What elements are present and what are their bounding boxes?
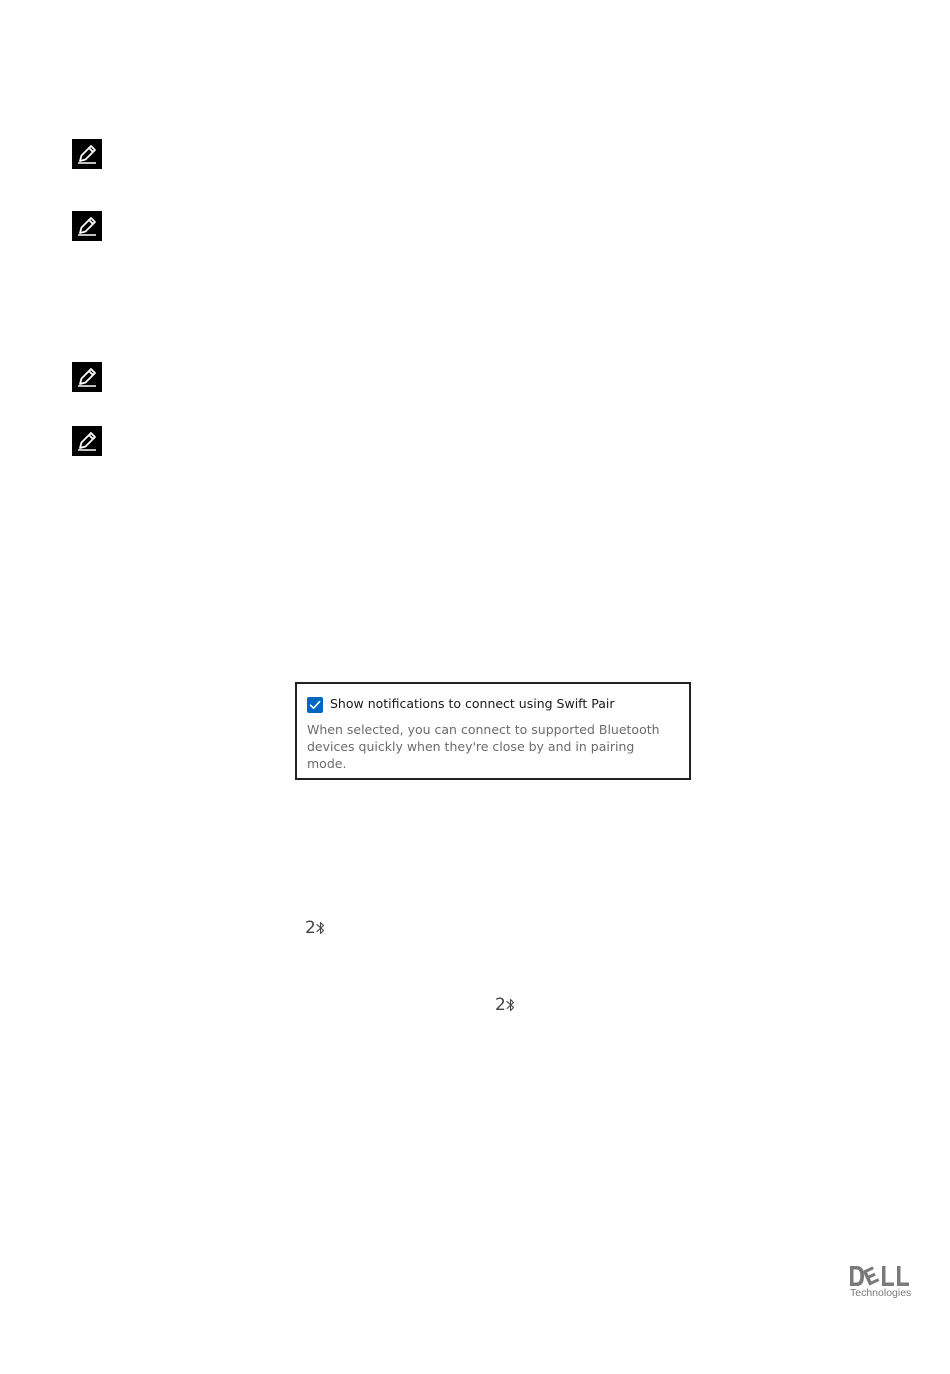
swift-pair-checkbox[interactable] [307,697,323,713]
bluetooth-channel-number: 2 [305,918,316,938]
bluetooth-channel-symbol [495,993,515,1017]
note-pencil-icon [72,139,102,169]
note-pencil-icon [72,362,102,392]
checkmark-icon [307,697,323,713]
note-pencil-icon [72,426,102,456]
swift-pair-checkbox-label[interactable]: Show notifications to connect using Swift Pair [330,696,615,711]
dell-technologies-logo [849,1265,915,1305]
bluetooth-icon [316,920,325,936]
bluetooth-channel-symbol [305,916,325,940]
swift-pair-description: When selected, you can connect to supported Bluetooth devices quickly when they're close by and in pairing mode. [307,722,660,771]
logo-subtitle: Technologies [850,1287,912,1299]
bluetooth-channel-number: 2 [495,995,506,1015]
dell-wordmark [849,1265,915,1287]
swift-pair-setting-panel [295,682,691,780]
note-pencil-icon [72,211,102,241]
bluetooth-icon [506,997,515,1013]
